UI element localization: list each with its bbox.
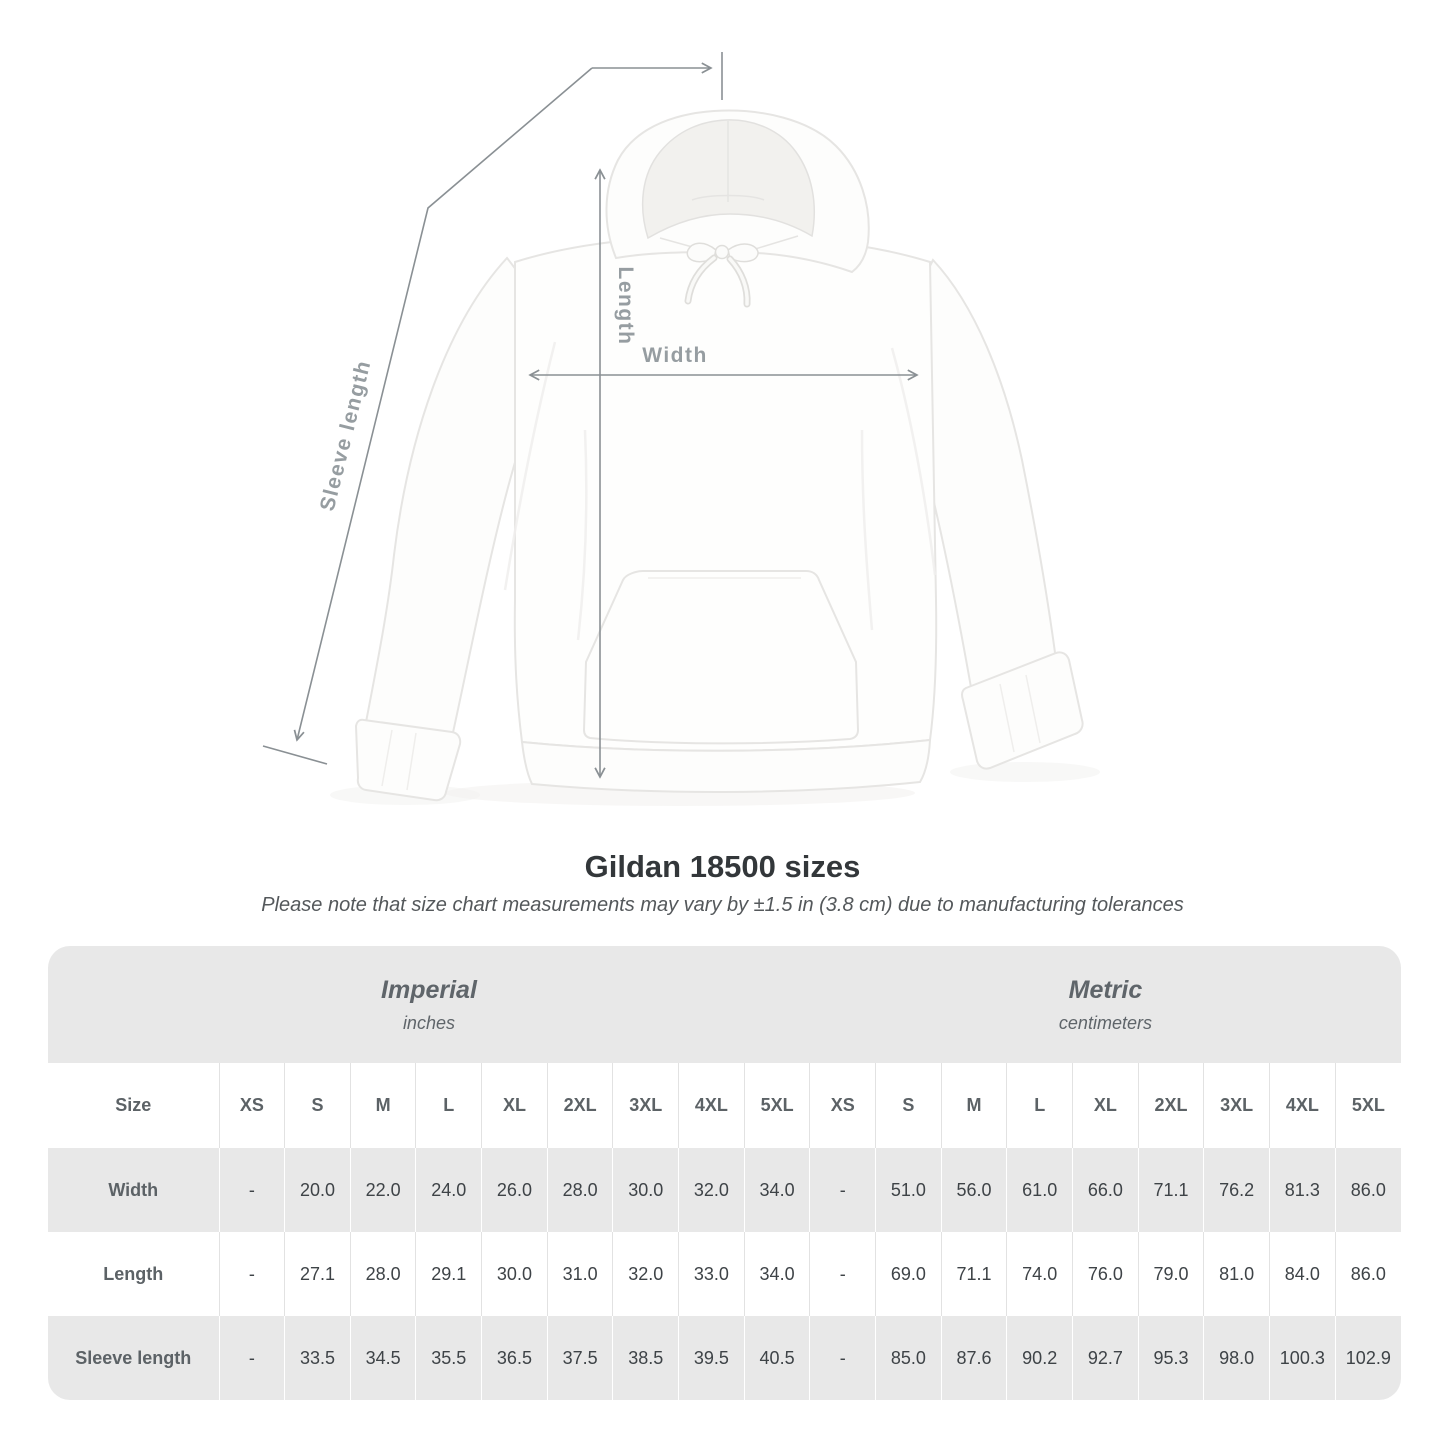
value-cell: 85.0: [876, 1316, 942, 1400]
value-cell: -: [810, 1148, 876, 1232]
sleeve-length-label: Sleeve length: [315, 357, 376, 514]
row-label: Sleeve length: [48, 1316, 219, 1400]
size-col-header: 2XL: [1138, 1063, 1204, 1148]
value-cell: 76.0: [1073, 1232, 1139, 1316]
value-cell: 32.0: [613, 1232, 679, 1316]
size-chart-table: [48, 946, 1401, 1400]
value-cell: 32.0: [679, 1148, 745, 1232]
value-cell: 71.1: [1138, 1148, 1204, 1232]
value-cell: 37.5: [547, 1316, 613, 1400]
size-col-header: 5XL: [1335, 1063, 1401, 1148]
value-cell: 34.0: [744, 1148, 810, 1232]
value-cell: 29.1: [416, 1232, 482, 1316]
imperial-label: Imperial: [381, 975, 477, 1004]
size-col-header: 2XL: [547, 1063, 613, 1148]
size-col-header: XS: [810, 1063, 876, 1148]
value-cell: 76.2: [1204, 1148, 1270, 1232]
value-cell: 39.5: [679, 1316, 745, 1400]
size-chart: [48, 946, 1401, 1400]
value-cell: 95.3: [1138, 1316, 1204, 1400]
size-col-header: S: [876, 1063, 942, 1148]
size-header-row: [48, 1063, 1401, 1148]
value-cell: 34.5: [350, 1316, 416, 1400]
cuff-tick: [263, 746, 327, 764]
size-col-header: 4XL: [1270, 1063, 1336, 1148]
value-cell: 40.5: [744, 1316, 810, 1400]
value-cell: 102.9: [1335, 1316, 1401, 1400]
value-cell: -: [219, 1232, 285, 1316]
length-row: [48, 1232, 1401, 1316]
size-col-header: 3XL: [1204, 1063, 1270, 1148]
value-cell: 26.0: [482, 1148, 548, 1232]
tolerance-note: Please note that size chart measurements may vary by ±1.5 in (3.8 cm) due to manufacturing tolerances: [261, 894, 1184, 916]
value-cell: 79.0: [1138, 1232, 1204, 1316]
value-cell: 38.5: [613, 1316, 679, 1400]
size-col-header: 5XL: [744, 1063, 810, 1148]
value-cell: 74.0: [1007, 1232, 1073, 1316]
value-cell: 33.5: [285, 1316, 351, 1400]
value-cell: 51.0: [876, 1148, 942, 1232]
value-cell: 98.0: [1204, 1316, 1270, 1400]
value-cell: 87.6: [941, 1316, 1007, 1400]
value-cell: 92.7: [1073, 1316, 1139, 1400]
value-cell: 61.0: [1007, 1148, 1073, 1232]
value-cell: 81.3: [1270, 1148, 1336, 1232]
size-col-header: M: [350, 1063, 416, 1148]
imperial-group-header: [48, 946, 810, 1063]
width-row: [48, 1148, 1401, 1232]
page-title: Gildan 18500 sizes: [584, 849, 861, 884]
kangaroo-pocket: [584, 571, 858, 743]
value-cell: 66.0: [1073, 1148, 1139, 1232]
size-col-header: L: [1007, 1063, 1073, 1148]
value-cell: 86.0: [1335, 1148, 1401, 1232]
value-cell: 33.0: [679, 1232, 745, 1316]
corner-header: Size: [48, 1063, 219, 1148]
value-cell: 28.0: [547, 1148, 613, 1232]
size-col-header: 3XL: [613, 1063, 679, 1148]
size-col-header: M: [941, 1063, 1007, 1148]
width-label: Width: [642, 344, 708, 367]
value-cell: 31.0: [547, 1232, 613, 1316]
hoodie-illustration: [356, 111, 1083, 801]
metric-unit: centimeters: [1058, 1012, 1152, 1033]
value-cell: 81.0: [1204, 1232, 1270, 1316]
size-col-header: XS: [219, 1063, 285, 1148]
value-cell: 86.0: [1335, 1232, 1401, 1316]
value-cell: 90.2: [1007, 1316, 1073, 1400]
value-cell: -: [810, 1316, 876, 1400]
value-cell: 22.0: [350, 1148, 416, 1232]
sleeve-length-row: [48, 1316, 1401, 1400]
left-cuff: [356, 720, 460, 800]
size-col-header: L: [416, 1063, 482, 1148]
imperial-unit: inches: [402, 1012, 455, 1033]
value-cell: 20.0: [285, 1148, 351, 1232]
value-cell: 24.0: [416, 1148, 482, 1232]
length-label: Length: [614, 266, 637, 346]
size-col-header: XL: [1073, 1063, 1139, 1148]
value-cell: 30.0: [613, 1148, 679, 1232]
value-cell: -: [219, 1148, 285, 1232]
size-col-header: S: [285, 1063, 351, 1148]
value-cell: -: [219, 1316, 285, 1400]
metric-group-header: [810, 946, 1401, 1063]
size-col-header: XL: [482, 1063, 548, 1148]
value-cell: 71.1: [941, 1232, 1007, 1316]
value-cell: 35.5: [416, 1316, 482, 1400]
unit-group-row: [48, 946, 1401, 1063]
row-label: Width: [48, 1148, 219, 1232]
value-cell: 30.0: [482, 1232, 548, 1316]
value-cell: 34.0: [744, 1232, 810, 1316]
size-col-header: 4XL: [679, 1063, 745, 1148]
value-cell: 28.0: [350, 1232, 416, 1316]
value-cell: 36.5: [482, 1316, 548, 1400]
metric-label: Metric: [1068, 975, 1143, 1004]
value-cell: -: [810, 1232, 876, 1316]
value-cell: 27.1: [285, 1232, 351, 1316]
row-label: Length: [48, 1232, 219, 1316]
value-cell: 56.0: [941, 1148, 1007, 1232]
value-cell: 100.3: [1270, 1316, 1336, 1400]
value-cell: 84.0: [1270, 1232, 1336, 1316]
value-cell: 69.0: [876, 1232, 942, 1316]
